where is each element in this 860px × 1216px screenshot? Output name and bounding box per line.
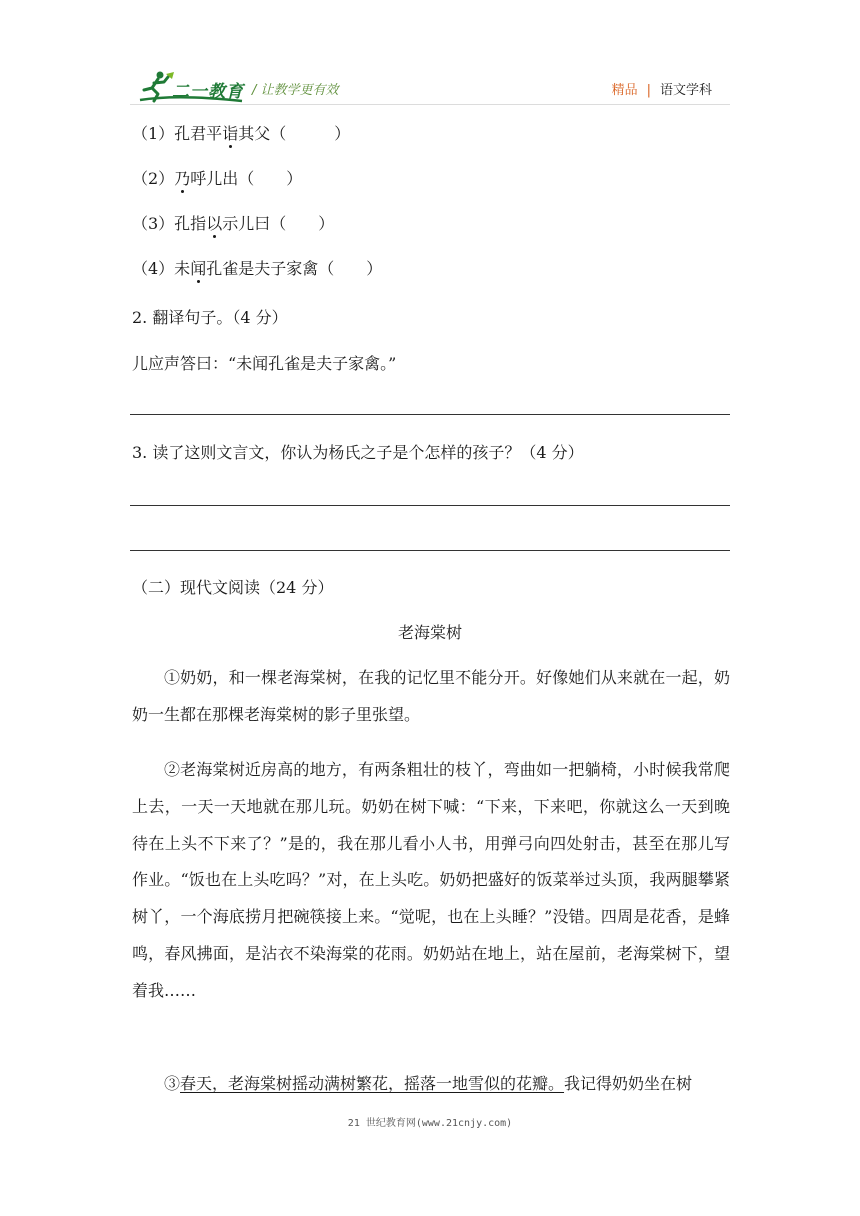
emphasis-dot-char: 以	[206, 214, 223, 233]
answer-line	[130, 414, 730, 415]
question-2-sentence: 儿应声答曰：“未闻孔雀是夫子家禽。”	[132, 354, 397, 373]
emphasis-dot-char: 乃	[174, 169, 191, 188]
quality-tag: 精品	[611, 83, 638, 98]
page-header	[0, 0, 860, 110]
underlined-sentence: 春天，老海棠树摇动满树繁花，摇落一地雪似的花瓣。	[180, 1074, 565, 1093]
header-separator: |	[646, 83, 651, 98]
header-divider	[130, 104, 730, 105]
question-1-item-2: （2）乃呼儿出（ ）	[132, 169, 303, 188]
question-3-title: 3. 读了这则文言文，你认为杨氏之子是个怎样的孩子？（4 分）	[132, 443, 584, 462]
header-tags	[612, 79, 712, 98]
emphasis-dot-char: 闻	[190, 259, 207, 278]
paragraph-1: ①奶奶，和一棵老海棠树，在我的记忆里不能分开。好像她们从来就在一起，奶奶一生都在那棵老海棠树的影子里张望。	[132, 668, 730, 724]
subject-tag: 语文学科	[659, 83, 712, 98]
brand-name: 二一教育	[172, 82, 244, 102]
brand-slogan: / 让教学更有效	[252, 83, 339, 98]
answer-line	[130, 550, 730, 551]
emphasis-dot-char: 诣	[222, 124, 239, 143]
page-footer: 21 世纪教育网(www.21cnjy.com)	[347, 1118, 513, 1129]
question-1-item-3: （3）孔指以示儿曰（ ）	[132, 214, 335, 233]
question-1-item-4: （4）未闻孔雀是夫子家禽（ ）	[132, 259, 383, 278]
question-2-title: 2. 翻译句子。（4 分）	[132, 308, 288, 327]
answer-line	[130, 505, 730, 506]
article-title: 老海棠树	[397, 623, 462, 642]
paragraph-2: ②老海棠树近房高的地方，有两条粗壮的枝丫，弯曲如一把躺椅，小时候我常爬上去，一天一天地就在那儿玩。奶奶在树下喊：“下来，下来吧，你就这么一天到晚待在上头不下来了？”是的，我在那儿看小人书，用弹弓向四处射击，甚至在那儿写作业。“饭也在上头吃吗？”对，在上头吃。奶奶把盛好的饭菜举过头顶，我两腿攀紧树丫，一个海底捞月把碗筷接上来。“觉呢，也在上头睡？”没错。四周是花香，是蜂鸣，春风拂面，是沾衣不染海棠的花雨。奶奶站在地上，站在屋前，老海棠树下，望着我……	[132, 760, 730, 1000]
paragraph-3: ③春天，老海棠树摇动满树繁花，摇落一地雪似的花瓣。我记得奶奶坐在树	[164, 1074, 693, 1093]
question-1-item-1: （1）孔君平诣其父（ ）	[132, 124, 351, 143]
section-heading: （二）现代文阅读（24 分）	[132, 578, 334, 597]
